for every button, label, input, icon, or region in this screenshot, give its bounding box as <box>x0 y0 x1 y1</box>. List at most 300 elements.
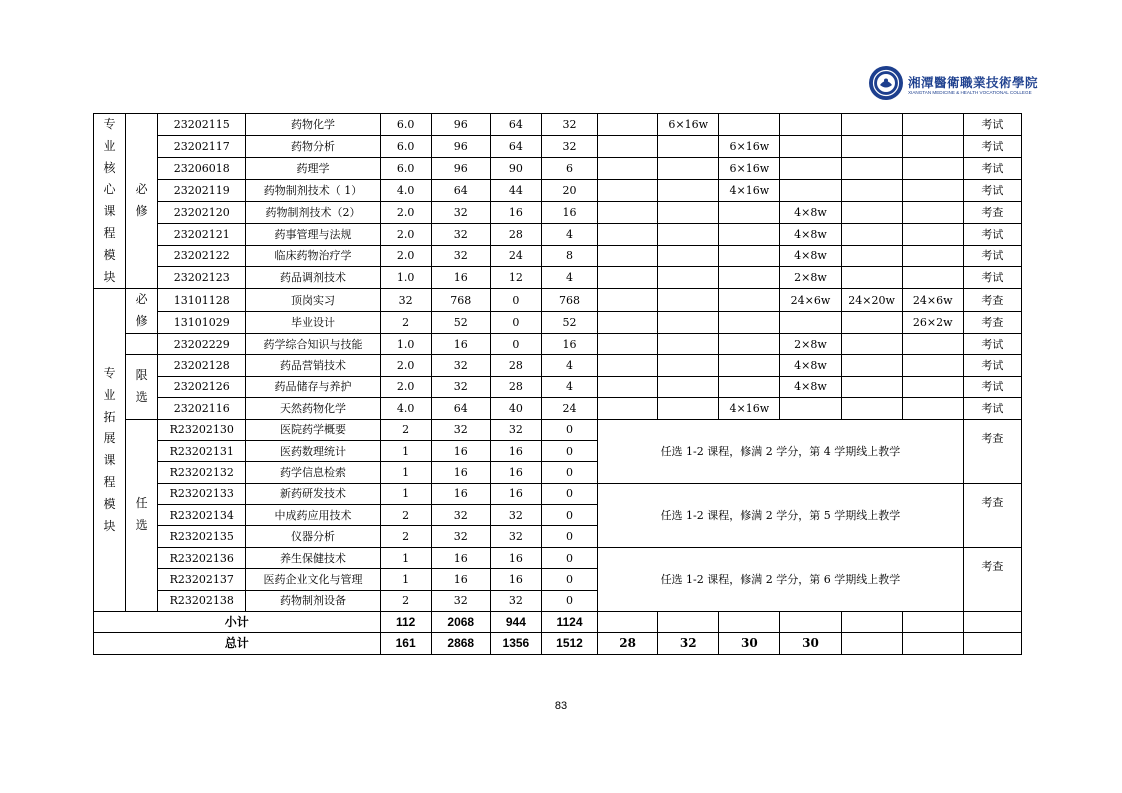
empty-cell <box>902 612 963 633</box>
course-credits: 2 <box>380 590 431 611</box>
course-theory: 32 <box>490 419 541 440</box>
semester-hours-cell <box>902 223 963 245</box>
subtotal-practice: 1124 <box>541 612 597 633</box>
vertical-label-char: 拓 <box>103 409 116 424</box>
course-theory: 28 <box>490 376 541 397</box>
semester-hours-cell <box>719 289 780 311</box>
course-credits: 2 <box>380 526 431 547</box>
course-row <box>94 179 1022 201</box>
course-practice: 0 <box>541 440 597 461</box>
course-theory: 90 <box>490 157 541 179</box>
category-label-required <box>126 289 158 334</box>
semester-hours-cell <box>719 355 780 376</box>
course-name: 药事管理与法规 <box>246 223 380 245</box>
vertical-label-char: 任 <box>135 496 148 511</box>
semester-hours-cell <box>902 333 963 354</box>
semester-hours-cell <box>598 201 658 223</box>
grand-total-theory: 1356 <box>490 633 541 654</box>
course-code: R23202134 <box>158 505 246 526</box>
course-credits: 2 <box>380 419 431 440</box>
semester-hours-cell <box>658 245 719 267</box>
semester-hours-cell <box>780 135 841 157</box>
course-code: 23202120 <box>158 201 246 223</box>
semester-hours-cell: 2×8w <box>780 267 841 289</box>
course-practice: 16 <box>541 201 597 223</box>
course-credits: 2.0 <box>380 201 431 223</box>
course-code: 23202116 <box>158 398 246 419</box>
semester-hours-cell <box>902 157 963 179</box>
elective-note: 任选 1-2 课程，修满 2 学分，第 4 学期线上教学 <box>598 419 964 483</box>
course-row <box>94 483 1022 504</box>
course-credits: 2.0 <box>380 376 431 397</box>
course-total: 32 <box>431 590 490 611</box>
category-label-empty <box>126 333 158 354</box>
semester-hours-cell <box>841 114 902 136</box>
semester-hours-cell: 26×2w <box>902 311 963 333</box>
module-label-core <box>94 114 126 289</box>
vertical-label-char: 块 <box>103 269 116 284</box>
semester-hours-cell <box>841 157 902 179</box>
college-logo <box>868 65 1039 105</box>
course-name: 医院药学概要 <box>246 419 380 440</box>
course-practice: 0 <box>541 462 597 483</box>
course-total: 32 <box>431 355 490 376</box>
semester-hours-cell <box>598 135 658 157</box>
course-code: R23202138 <box>158 590 246 611</box>
course-row <box>94 376 1022 397</box>
course-total: 16 <box>431 462 490 483</box>
course-code: 23202122 <box>158 245 246 267</box>
course-code: 23206018 <box>158 157 246 179</box>
course-name: 仪器分析 <box>246 526 380 547</box>
category-label-elective <box>126 419 158 612</box>
course-name: 中成药应用技术 <box>246 505 380 526</box>
course-theory: 28 <box>490 355 541 376</box>
assessment-type: 考查 <box>963 483 1021 547</box>
semester-hours-cell <box>719 333 780 354</box>
vertical-label-char: 必 <box>135 182 148 197</box>
course-total: 16 <box>431 333 490 354</box>
course-practice: 52 <box>541 311 597 333</box>
course-practice: 0 <box>541 590 597 611</box>
subtotal-row <box>94 612 1022 633</box>
course-theory: 64 <box>490 114 541 136</box>
vertical-label-char: 心 <box>103 182 116 197</box>
semester-hours-cell: 4×16w <box>719 179 780 201</box>
course-code: R23202130 <box>158 419 246 440</box>
college-seal-icon <box>868 65 904 101</box>
course-theory: 32 <box>490 590 541 611</box>
course-total: 16 <box>431 483 490 504</box>
assessment-type: 考试 <box>963 376 1021 397</box>
semester-hours-cell: 4×8w <box>780 223 841 245</box>
semester-hours-cell <box>598 114 658 136</box>
course-code: 13101128 <box>158 289 246 311</box>
course-total: 96 <box>431 114 490 136</box>
course-theory: 16 <box>490 483 541 504</box>
vertical-label-char: 课 <box>103 204 116 219</box>
course-total: 32 <box>431 245 490 267</box>
course-name: 毕业设计 <box>246 311 380 333</box>
course-practice: 32 <box>541 114 597 136</box>
assessment-type: 考试 <box>963 267 1021 289</box>
course-code: R23202137 <box>158 569 246 590</box>
empty-cell <box>963 612 1021 633</box>
course-credits: 1 <box>380 483 431 504</box>
course-name: 药物化学 <box>246 114 380 136</box>
semester-hours-cell <box>658 201 719 223</box>
course-row <box>94 355 1022 376</box>
semester-hours-cell: 24×6w <box>780 289 841 311</box>
vertical-label-char: 修 <box>135 314 148 329</box>
vertical-label-char: 专 <box>103 366 116 381</box>
semester-hours-cell: 4×8w <box>780 201 841 223</box>
semester-hours-cell <box>902 245 963 267</box>
course-name: 顶岗实习 <box>246 289 380 311</box>
grand-total-label: 总计 <box>94 633 381 654</box>
grand-total-semester <box>841 633 902 654</box>
course-row <box>94 157 1022 179</box>
course-row <box>94 289 1022 311</box>
course-practice: 0 <box>541 569 597 590</box>
vertical-label-char: 业 <box>103 387 116 402</box>
semester-hours-cell <box>902 114 963 136</box>
course-code: R23202132 <box>158 462 246 483</box>
curriculum-table <box>93 113 1022 655</box>
semester-hours-cell <box>598 179 658 201</box>
course-practice: 4 <box>541 355 597 376</box>
semester-hours-cell: 2×8w <box>780 333 841 354</box>
semester-hours-cell <box>658 355 719 376</box>
course-row <box>94 419 1022 440</box>
course-total: 32 <box>431 376 490 397</box>
semester-hours-cell <box>598 223 658 245</box>
semester-hours-cell <box>719 245 780 267</box>
assessment-type: 考试 <box>963 179 1021 201</box>
semester-hours-cell <box>598 311 658 333</box>
course-row <box>94 223 1022 245</box>
vertical-label-char: 程 <box>103 475 116 489</box>
course-name: 药品储存与养护 <box>246 376 380 397</box>
subtotal-theory: 944 <box>490 612 541 633</box>
semester-hours-cell <box>780 114 841 136</box>
semester-hours-cell <box>598 267 658 289</box>
course-practice: 4 <box>541 376 597 397</box>
course-practice: 0 <box>541 483 597 504</box>
course-credits: 1.0 <box>380 333 431 354</box>
course-code: R23202133 <box>158 483 246 504</box>
course-credits: 6.0 <box>380 114 431 136</box>
course-name: 新药研发技术 <box>246 483 380 504</box>
semester-hours-cell <box>598 376 658 397</box>
course-name: 医药数理统计 <box>246 440 380 461</box>
course-code: R23202131 <box>158 440 246 461</box>
semester-hours-cell <box>902 201 963 223</box>
course-practice: 0 <box>541 505 597 526</box>
semester-hours-cell <box>902 179 963 201</box>
course-row <box>94 201 1022 223</box>
semester-hours-cell <box>780 398 841 419</box>
semester-hours-cell <box>658 179 719 201</box>
semester-hours-cell <box>841 135 902 157</box>
assessment-type: 考查 <box>963 289 1021 311</box>
course-name: 养生保健技术 <box>246 547 380 568</box>
course-name: 药学综合知识与技能 <box>246 333 380 354</box>
course-row <box>94 114 1022 136</box>
semester-hours-cell <box>598 289 658 311</box>
course-theory: 0 <box>490 311 541 333</box>
assessment-type: 考试 <box>963 245 1021 267</box>
assessment-type: 考查 <box>963 419 1021 483</box>
vertical-label-char: 专 <box>103 117 116 131</box>
grand-total-total: 2868 <box>431 633 490 654</box>
course-code: R23202136 <box>158 547 246 568</box>
course-code: 23202121 <box>158 223 246 245</box>
course-credits: 1 <box>380 547 431 568</box>
semester-hours-cell <box>902 267 963 289</box>
assessment-type: 考试 <box>963 223 1021 245</box>
course-theory: 16 <box>490 201 541 223</box>
vertical-label-char: 业 <box>103 138 116 153</box>
vertical-label-char: 修 <box>135 204 148 219</box>
semester-hours-cell <box>598 398 658 419</box>
grand-total-practice: 1512 <box>541 633 597 654</box>
course-credits: 1 <box>380 440 431 461</box>
semester-hours-cell <box>598 157 658 179</box>
semester-hours-cell <box>658 223 719 245</box>
semester-hours-cell <box>841 223 902 245</box>
course-code: 23202126 <box>158 376 246 397</box>
course-practice: 6 <box>541 157 597 179</box>
vertical-label-char: 核 <box>103 160 116 175</box>
assessment-type: 考试 <box>963 333 1021 354</box>
semester-hours-cell <box>658 289 719 311</box>
course-total: 96 <box>431 135 490 157</box>
course-theory: 16 <box>490 462 541 483</box>
course-total: 32 <box>431 526 490 547</box>
course-theory: 24 <box>490 245 541 267</box>
course-code: 23202119 <box>158 179 246 201</box>
course-total: 32 <box>431 223 490 245</box>
course-row <box>94 333 1022 354</box>
semester-hours-cell <box>902 398 963 419</box>
semester-hours-cell <box>658 311 719 333</box>
course-total: 52 <box>431 311 490 333</box>
course-total: 16 <box>431 267 490 289</box>
course-credits: 1 <box>380 569 431 590</box>
semester-hours-cell: 6×16w <box>658 114 719 136</box>
vertical-label-char: 选 <box>135 389 148 404</box>
course-total: 16 <box>431 569 490 590</box>
vertical-label-char: 块 <box>103 518 116 533</box>
semester-hours-cell <box>841 245 902 267</box>
course-theory: 32 <box>490 526 541 547</box>
assessment-type: 考试 <box>963 157 1021 179</box>
course-practice: 24 <box>541 398 597 419</box>
module-label-extension <box>94 289 126 612</box>
semester-hours-cell <box>841 179 902 201</box>
vertical-label-char: 展 <box>103 431 116 446</box>
category-label-limited <box>126 355 158 419</box>
subtotal-credits: 112 <box>380 612 431 633</box>
semester-hours-cell <box>902 135 963 157</box>
assessment-type: 考查 <box>963 311 1021 333</box>
course-name: 药理学 <box>246 157 380 179</box>
course-name: 药品调剂技术 <box>246 267 380 289</box>
assessment-type: 考试 <box>963 355 1021 376</box>
course-credits: 6.0 <box>380 157 431 179</box>
course-credits: 4.0 <box>380 398 431 419</box>
college-english-name: XIANGTAN MEDICINE & HEALTH VOCATIONAL COLLEGE <box>908 90 1032 95</box>
course-row <box>94 547 1022 568</box>
grand-total-row <box>94 633 1022 654</box>
course-total: 32 <box>431 505 490 526</box>
vertical-label-char: 限 <box>135 368 148 383</box>
grand-total-semester: 30 <box>780 633 841 654</box>
vertical-label-char: 模 <box>103 247 116 262</box>
course-total: 32 <box>431 201 490 223</box>
course-theory: 28 <box>490 223 541 245</box>
semester-hours-cell <box>598 245 658 267</box>
course-total: 64 <box>431 179 490 201</box>
course-row <box>94 311 1022 333</box>
semester-hours-cell <box>658 398 719 419</box>
course-code: 23202229 <box>158 333 246 354</box>
assessment-type: 考试 <box>963 135 1021 157</box>
course-theory: 12 <box>490 267 541 289</box>
semester-hours-cell <box>658 376 719 397</box>
course-credits: 2 <box>380 505 431 526</box>
course-theory: 16 <box>490 569 541 590</box>
course-credits: 1 <box>380 462 431 483</box>
course-credits: 2.0 <box>380 223 431 245</box>
course-credits: 2 <box>380 311 431 333</box>
semester-hours-cell <box>902 355 963 376</box>
course-theory: 64 <box>490 135 541 157</box>
semester-hours-cell <box>719 223 780 245</box>
empty-cell <box>658 612 719 633</box>
grand-total-assess <box>963 633 1021 654</box>
course-practice: 16 <box>541 333 597 354</box>
semester-hours-cell <box>780 157 841 179</box>
subtotal-label: 小计 <box>94 612 381 633</box>
semester-hours-cell <box>841 333 902 354</box>
course-theory: 32 <box>490 505 541 526</box>
course-row <box>94 135 1022 157</box>
course-theory: 40 <box>490 398 541 419</box>
semester-hours-cell <box>841 267 902 289</box>
category-label-required <box>126 114 158 289</box>
course-total: 32 <box>431 419 490 440</box>
vertical-label-char: 程 <box>103 225 116 240</box>
course-total: 16 <box>431 547 490 568</box>
semester-hours-cell <box>658 157 719 179</box>
course-practice: 8 <box>541 245 597 267</box>
semester-hours-cell <box>841 355 902 376</box>
grand-total-credits: 161 <box>380 633 431 654</box>
semester-hours-cell <box>841 311 902 333</box>
course-practice: 4 <box>541 223 597 245</box>
vertical-label-char: 模 <box>103 496 116 511</box>
semester-hours-cell <box>658 333 719 354</box>
grand-total-semester: 30 <box>719 633 780 654</box>
course-practice: 0 <box>541 547 597 568</box>
course-name: 药物制剂技术（2） <box>246 201 380 223</box>
course-code: 23202117 <box>158 135 246 157</box>
course-theory: 44 <box>490 179 541 201</box>
course-practice: 20 <box>541 179 597 201</box>
course-name: 天然药物化学 <box>246 398 380 419</box>
semester-hours-cell <box>719 267 780 289</box>
vertical-label-char: 课 <box>103 453 116 468</box>
course-total: 768 <box>431 289 490 311</box>
course-row <box>94 398 1022 419</box>
course-theory: 0 <box>490 289 541 311</box>
semester-hours-cell: 6×16w <box>719 135 780 157</box>
course-credits: 6.0 <box>380 135 431 157</box>
course-row <box>94 245 1022 267</box>
assessment-type: 考试 <box>963 114 1021 136</box>
college-name: 湘潭醫衛職業技術學院 <box>908 75 1039 90</box>
course-credits: 2.0 <box>380 245 431 267</box>
course-credits: 4.0 <box>380 179 431 201</box>
elective-note: 任选 1-2 课程，修满 2 学分，第 6 学期线上教学 <box>598 547 964 611</box>
semester-hours-cell <box>780 311 841 333</box>
course-name: 药物制剂设备 <box>246 590 380 611</box>
vertical-label-char: 必 <box>135 292 148 307</box>
course-name: 药物分析 <box>246 135 380 157</box>
course-practice: 768 <box>541 289 597 311</box>
course-credits: 1.0 <box>380 267 431 289</box>
course-total: 16 <box>431 440 490 461</box>
course-code: 23202128 <box>158 355 246 376</box>
grand-total-semester: 28 <box>598 633 658 654</box>
course-code: 23202115 <box>158 114 246 136</box>
semester-hours-cell <box>719 201 780 223</box>
assessment-type: 考试 <box>963 398 1021 419</box>
grand-total-semester <box>902 633 963 654</box>
semester-hours-cell <box>658 135 719 157</box>
semester-hours-cell: 4×16w <box>719 398 780 419</box>
course-practice: 0 <box>541 526 597 547</box>
semester-hours-cell <box>719 311 780 333</box>
assessment-type: 考查 <box>963 201 1021 223</box>
course-practice: 32 <box>541 135 597 157</box>
semester-hours-cell <box>841 376 902 397</box>
course-total: 64 <box>431 398 490 419</box>
course-practice: 4 <box>541 267 597 289</box>
course-code: R23202135 <box>158 526 246 547</box>
empty-cell <box>598 612 658 633</box>
semester-hours-cell <box>719 376 780 397</box>
semester-hours-cell <box>658 267 719 289</box>
course-name: 医药企业文化与管理 <box>246 569 380 590</box>
course-name: 临床药物治疗学 <box>246 245 380 267</box>
semester-hours-cell <box>719 114 780 136</box>
semester-hours-cell: 24×6w <box>902 289 963 311</box>
course-row <box>94 267 1022 289</box>
course-code: 13101029 <box>158 311 246 333</box>
semester-hours-cell <box>598 333 658 354</box>
semester-hours-cell: 4×8w <box>780 355 841 376</box>
semester-hours-cell <box>780 179 841 201</box>
subtotal-total: 2068 <box>431 612 490 633</box>
semester-hours-cell <box>598 355 658 376</box>
course-name: 药品营销技术 <box>246 355 380 376</box>
grand-total-semester: 32 <box>658 633 719 654</box>
page-number: 83 <box>554 700 568 712</box>
course-code: 23202123 <box>158 267 246 289</box>
